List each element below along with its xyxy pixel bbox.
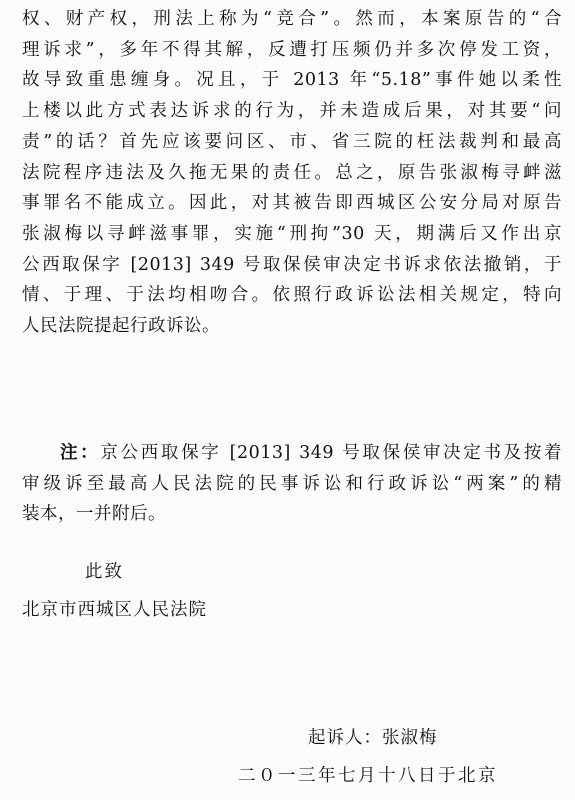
plaintiff-signature: 起诉人：张淑梅: [308, 728, 438, 748]
note-text: 京公西取保字 [2013] 349 号取保侯审决定书及按着: [100, 443, 563, 463]
note-line: 审级诉至最高人民法院的民事诉讼和行政诉讼“两案”的精: [22, 473, 562, 494]
note-line: [22, 438, 562, 469]
body-line: 理诉求”，多年不得其解，反遭打压频仍并多次停发工资，: [22, 39, 562, 60]
addressee-court: 北京市西城区人民法院: [22, 600, 207, 620]
body-line: 故导致重患缠身。况且，于 2013 年“5.18”事件她以柔性: [22, 70, 562, 91]
body-line: 法院程序违法及久拖无果的责任。总之，原告张淑梅寻衅滋: [22, 162, 562, 183]
body-line: 情、于理、于法均相吻合。依照行政诉讼法相关规定，特向: [22, 285, 562, 306]
body-line: 公西取保字 [2013] 349 号取保侯审决定书诉求依法撤销，于: [22, 254, 562, 275]
body-line: 权、财产权，刑法上称为“竞合”。然而，本案原告的“合: [22, 9, 562, 29]
body-line: 张淑梅以寻衅滋事罪，实施“刑拘”30 天，期满后又作出京: [22, 223, 562, 244]
body-line: 上楼以此方式表达诉求的行为，并未造成后果，对其要“问: [22, 101, 562, 122]
note-line: 装本，一并附后。: [22, 504, 166, 524]
salutation: 此致: [85, 562, 124, 582]
body-line: 责”的话？首先应该要问区、市、省三院的枉法裁判和最高: [22, 131, 562, 152]
note-label: 注：: [60, 443, 101, 463]
document-date: 二０一三年七月十八日于北京: [238, 766, 498, 786]
complaint-body: [22, 4, 562, 342]
body-line: 人民法院提起行政诉讼。: [22, 316, 220, 337]
attachment-note: [22, 438, 562, 530]
body-line: 事罪名不能成立。因此，对其被告即西城区公安分局对原告: [22, 193, 562, 214]
